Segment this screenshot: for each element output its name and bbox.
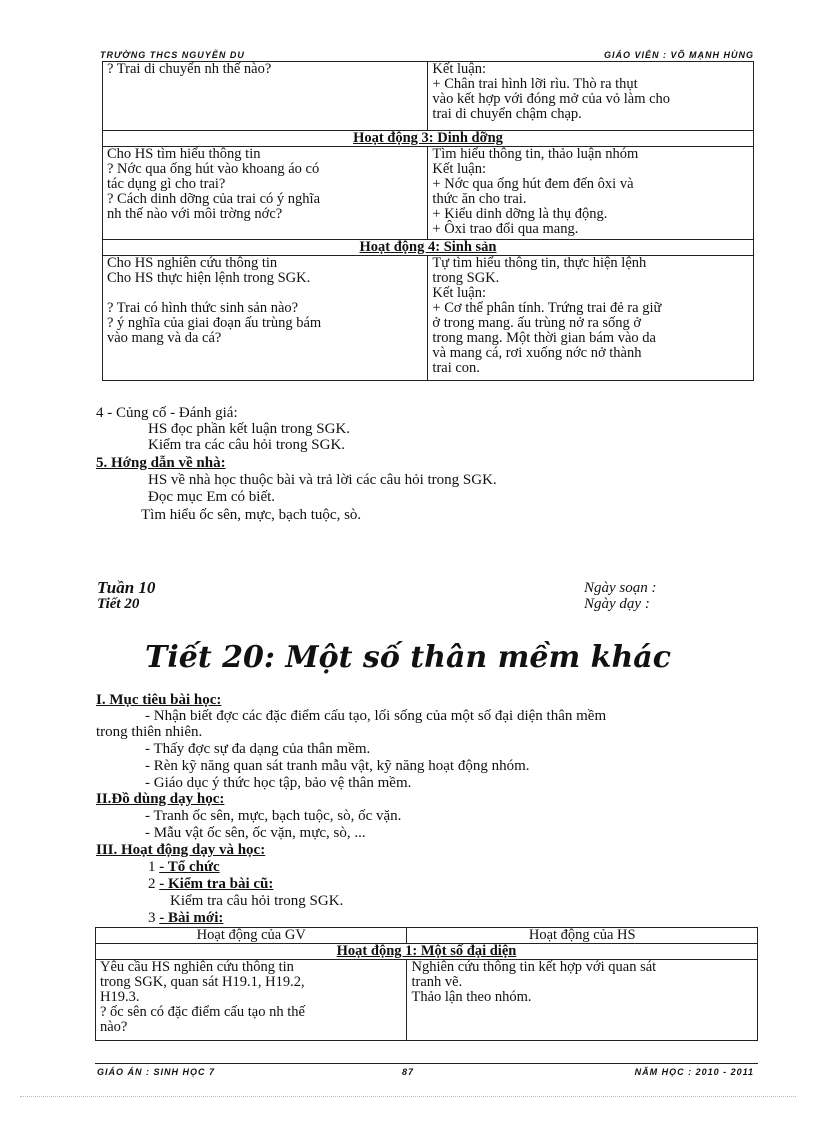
activity-table-1 — [102, 61, 754, 381]
activities-heading: III. Hoạt động dạy và học: — [96, 842, 266, 858]
section-row — [103, 131, 754, 147]
header-teacher: GIÁO VIÊN : VÕ MẠNH HÙNG — [603, 50, 754, 60]
student-cell: Tìm hiểu thông tin, thảo luận nhóm Kết luận: + Nớc qua ống hút đem đến ôxi và thức ăn cho trai. + Kiểu dinh dỡng là thụ động. + Ôxi trao đổi qua mang. — [428, 147, 754, 240]
page-break-line — [20, 1096, 796, 1097]
activity-item: 3 - Bài mới: — [148, 910, 224, 926]
homework-line: HS về nhà học thuộc bài và trả lời các câu hỏi trong SGK. — [148, 472, 497, 488]
student-cell: Kết luận: + Chân trai hình lỡi rìu. Thò ra thụt vào kết hợp với đóng mở của vỏ làm cho trai di chuyển chậm chạp. — [428, 62, 754, 131]
objectives-heading: I. Mục tiêu bài học: — [96, 692, 222, 708]
objective-line: - Thấy đợc sự đa dạng của thân mềm. — [145, 741, 371, 757]
column-header-teacher: Hoạt động của GV — [96, 928, 407, 944]
table-row — [96, 960, 758, 1041]
week-label: Tuần 10 — [97, 578, 156, 597]
page-title: Tiết 20: Một số thân mềm khác — [145, 640, 671, 675]
table-header-row — [96, 928, 758, 944]
section-heading-reproduction: Hoạt động 4: Sinh sản — [103, 240, 754, 256]
teacher-cell: ? Trai di chuyển nh thế nào? — [103, 62, 428, 131]
student-cell: Nghiên cứu thông tin kết hợp với quan sát tranh vẽ. Thảo lận theo nhóm. — [407, 960, 758, 1041]
footer-school-year: NĂM HỌC : 2010 - 2011 — [634, 1067, 754, 1077]
activity-item: 2 - Kiểm tra bài cũ: — [148, 876, 274, 892]
table-row — [103, 62, 754, 131]
footer-page-number: 87 — [402, 1067, 415, 1077]
homework-heading: 5. Hớng dẫn về nhà: — [96, 455, 226, 471]
table-row — [103, 256, 754, 381]
footer-subject: GIÁO ÁN : SINH HỌC 7 — [97, 1067, 216, 1077]
footer-rule — [95, 1063, 758, 1064]
objective-line: trong thiên nhiên. — [96, 724, 203, 740]
period-label: Tiết 20 — [97, 596, 140, 612]
objective-line: - Nhận biết đợc các đặc điểm cấu tạo, lối sống của một số đại diện thân mềm — [145, 708, 607, 724]
section-row — [103, 240, 754, 256]
activity-item: 1 - Tổ chức — [148, 859, 220, 875]
material-line: - Mẫu vật ốc sên, ốc vặn, mực, sò, ... — [145, 825, 366, 841]
header-school: TRƯỜNG THCS NGUYỄN DU — [100, 50, 245, 60]
objective-line: - Rèn kỹ năng quan sát tranh mẫu vật, kỹ năng hoạt động nhóm. — [145, 758, 530, 774]
teacher-cell: Cho HS tìm hiểu thông tin ? Nớc qua ống hút vào khoang áo có tác dụng gì cho trai? ? Cách dinh dỡng của trai có ý nghĩa nh thế nào với môi trờng nớc? — [103, 147, 428, 240]
activity-table-2 — [95, 927, 758, 1041]
column-header-student: Hoạt động của HS — [407, 928, 758, 944]
consolidation-line: HS đọc phần kết luận trong SGK. — [148, 421, 351, 437]
materials-heading: II.Đồ dùng dạy học: — [96, 791, 225, 807]
date-taught: Ngày dạy : — [584, 596, 650, 612]
activity-subitem: Kiểm tra câu hỏi trong SGK. — [170, 893, 344, 909]
section-heading-representatives: Hoạt động 1: Một số đại diện — [96, 944, 758, 960]
consolidation-heading: 4 - Củng cố - Đánh giá: — [96, 405, 238, 421]
table-row — [103, 147, 754, 240]
homework-line: Đọc mục Em có biết. — [148, 489, 276, 505]
teacher-cell: Yêu cầu HS nghiên cứu thông tin trong SGK, quan sát H19.1, H19.2, H19.3. ? ốc sên có đặc điểm cấu tạo nh thế nào? — [96, 960, 407, 1041]
date-prepared: Ngày soạn : — [584, 580, 657, 596]
material-line: - Tranh ốc sên, mực, bạch tuộc, sò, ốc vặn. — [145, 808, 402, 824]
student-cell: Tự tìm hiểu thông tin, thực hiện lệnh trong SGK. Kết luận: + Cơ thể phân tính. Trứng trai đẻ ra giữ ở trong mang. ấu trùng nở ra sống ở trong mang. Một thời gian bám vào da và mang cá, rơi xuống nớc nở thành trai con. — [428, 256, 754, 381]
homework-extra: Tìm hiểu ốc sên, mực, bạch tuộc, sò. — [141, 507, 362, 523]
objective-line: - Giáo dục ý thức học tập, bảo vệ thân mềm. — [145, 775, 412, 791]
section-row — [96, 944, 758, 960]
teacher-cell: Cho HS nghiên cứu thông tin Cho HS thực hiện lệnh trong SGK. ? Trai có hình thức sinh sản nào? ? ý nghĩa của giai đoạn ấu trùng bám vào mang và da cá? — [103, 256, 428, 381]
consolidation-line: Kiểm tra các câu hỏi trong SGK. — [148, 437, 346, 453]
section-heading-nutrition: Hoạt động 3: Dinh dỡng — [103, 131, 754, 147]
